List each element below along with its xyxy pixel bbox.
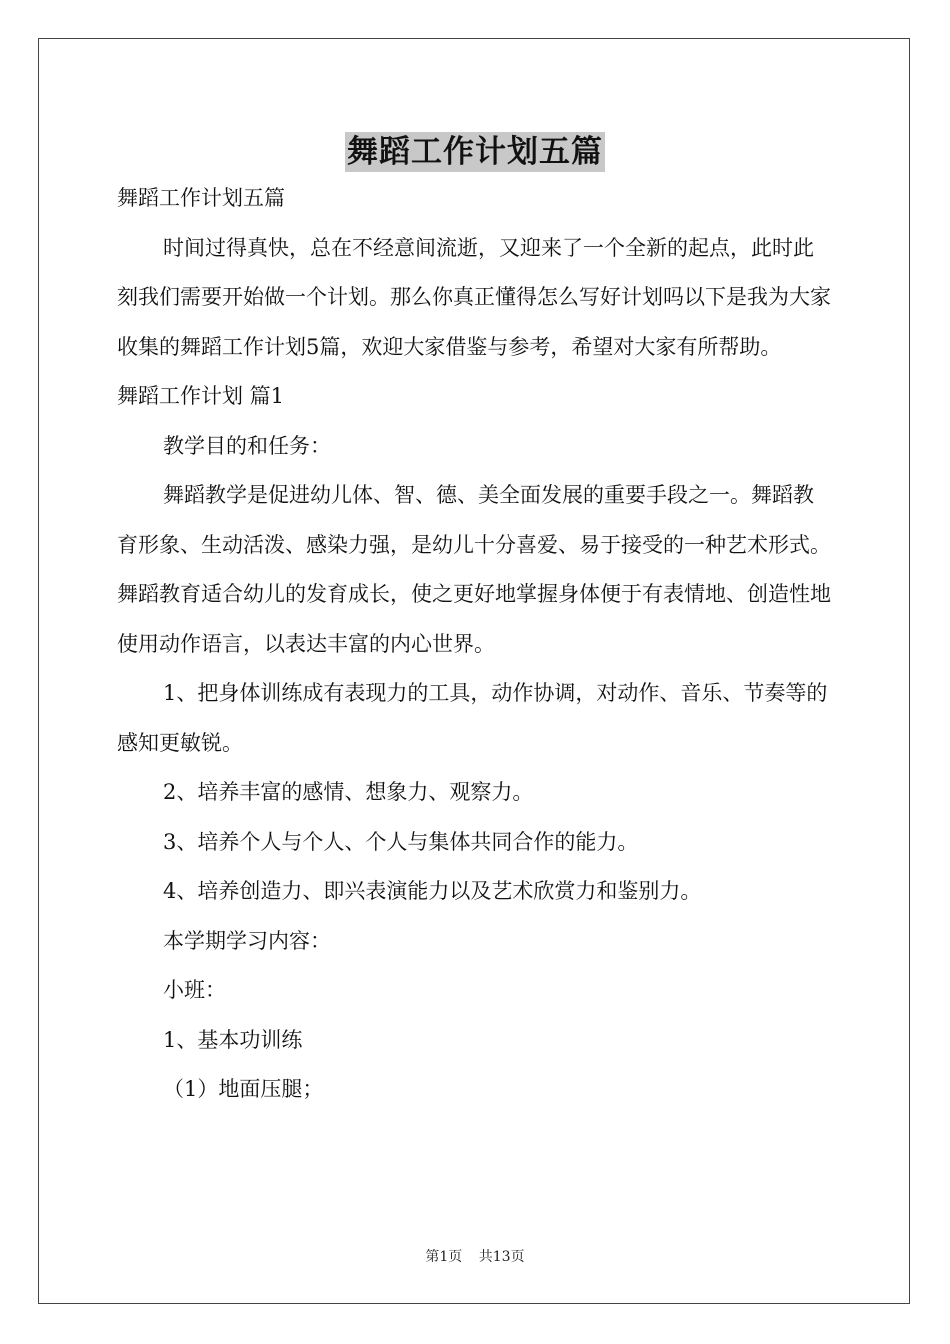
page-total: 共13页 — [478, 1249, 525, 1265]
goals-paragraph: 舞蹈教学是促进幼儿体、智、德、美全面发展的重要手段之一。舞蹈教育形象、生动活泼、感染力强，是幼儿十分喜爱、易于接受的一种艺术形式。舞蹈教育适合幼儿的发育成长，使之更好地掌握身体便于有表情地、创造性地使用动作语言，以表达丰富的内心世界。 — [117, 483, 831, 656]
page-number: 第1页 — [425, 1249, 463, 1265]
document-body — [117, 174, 833, 1115]
class-small-label: 小班： — [163, 978, 226, 1002]
section-heading: 舞蹈工作计划 篇1 — [117, 384, 285, 408]
goal-item-2: 2、培养丰富的感情、想象力、观察力。 — [163, 780, 534, 804]
goals-heading: 教学目的和任务： — [163, 433, 331, 458]
sub-item-1: （1）地面压腿； — [163, 1077, 324, 1101]
goal-item-4: 4、培养创造力、即兴表演能力以及艺术欣赏力和鉴别力。 — [163, 879, 702, 903]
goal-item-1: 1、把身体训练成有表现力的工具，动作协调，对动作、音乐、节奏等的感知更敏锐。 — [117, 681, 828, 755]
page-footer — [0, 1246, 950, 1266]
goal-item-3: 3、培养个人与个人、个人与集体共同合作的能力。 — [163, 829, 639, 854]
content-heading: 本学期学习内容： — [163, 928, 331, 953]
document-title-text: 舞蹈工作计划五篇 — [347, 134, 603, 170]
subtitle: 舞蹈工作计划五篇 — [117, 186, 285, 210]
basic-training-item: 1、基本功训练 — [163, 1027, 303, 1052]
document-title — [0, 126, 950, 171]
intro-paragraph: 时间过得真快，总在不经意间流逝，又迎来了一个全新的起点，此时此刻我们需要开始做一个计划。那么你真正懂得怎么写好计划吗以下是我为大家收集的舞蹈工作计划5篇，欢迎大家借鉴与参考，希望对大家有所帮助。 — [117, 235, 831, 359]
